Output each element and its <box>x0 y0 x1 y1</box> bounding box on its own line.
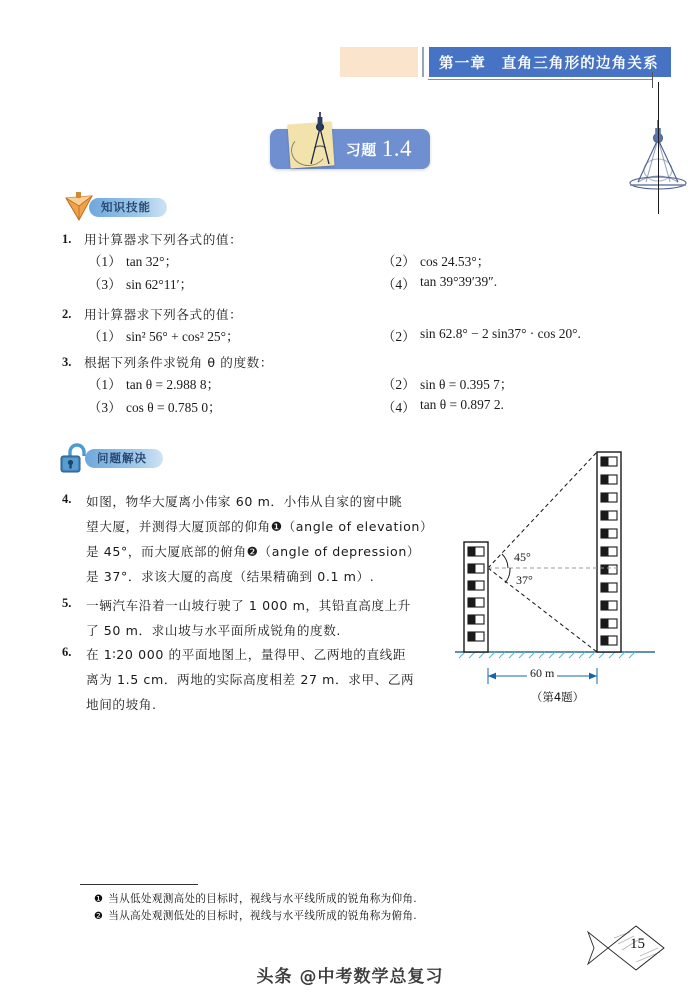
exercise-3-item-1-text: tan θ = 2.988 8； <box>126 377 220 392</box>
chapter-separator <box>422 47 424 77</box>
exercise-1-item-2-text: cos 24.53°； <box>420 254 491 269</box>
exercise-4-line-3: 是 45°，而大厦底部的俯角❷（angle of depression） <box>86 544 421 559</box>
figure-question-4 <box>455 440 660 715</box>
angle-depression-label: 37° <box>516 573 533 587</box>
exercise-3-item-4-text: tan θ = 0.897 2. <box>420 397 504 412</box>
exercise-2-item-2: （2） <box>382 329 416 344</box>
exercise-5-number: 5. <box>62 596 72 610</box>
exercise-6-line-2: 离为 1.5 cm．两地的实际高度相差 27 m．求甲、乙两 <box>86 672 415 687</box>
exercise-6-line-1: 在 1∶20 000 的平面地图上，量得甲、乙两地的直线距 <box>86 647 407 662</box>
padlock-icon <box>58 443 92 473</box>
angle-elevation-label: 45° <box>514 550 531 564</box>
exercise-title-cn: 习题 <box>345 140 377 159</box>
footnote-rule <box>80 884 198 885</box>
exercise-4-number: 4. <box>62 492 72 506</box>
exercise-3-number: 3. <box>62 355 72 369</box>
exercise-4-line-2: 望大厦，并测得大厦顶部的仰角❶（angle of elevation） <box>86 519 434 534</box>
section-badge-skills-label: 知识技能 <box>89 198 167 217</box>
exercise-1-item-1-text: tan 32°； <box>126 254 178 269</box>
exercise-1-stem: 用计算器求下列各式的值： <box>84 232 243 247</box>
compass-string <box>658 82 659 214</box>
exercise-3-item-3: （3） <box>88 400 122 415</box>
section-badge-problem <box>58 443 163 473</box>
exercise-2-item-2-text: sin 62.8° − 2 sin37° · cos 20°. <box>420 326 581 341</box>
exercise-1-item-1: （1） <box>88 254 122 269</box>
exercise-1-item-3: （3） <box>88 277 122 292</box>
footnote-2 <box>94 908 417 923</box>
exercise-title-number: 1.4 <box>381 136 412 161</box>
buildings-diagram <box>455 440 660 690</box>
chapter-underline <box>428 79 653 80</box>
exercise-4-line-1: 如图，物华大厦离小伟家 60 m．小伟从自家的窗中眺 <box>86 494 403 509</box>
page-number: 15 <box>630 936 645 952</box>
exercise-6-line-3: 地间的坡角. <box>86 697 157 712</box>
chapter-title: 第一章 直角三角形的边角关系 <box>429 47 671 77</box>
exercise-1-item-3-text: sin 62°11′； <box>126 277 193 292</box>
exercise-3-item-4: （4） <box>382 400 416 415</box>
exercise-1-item-4-text: tan 39°39′39″. <box>420 274 498 289</box>
exercise-5-line-2: 了 50 m．求山坡与水平面所成锐角的度数. <box>86 623 342 638</box>
figure-caption: （第4题） <box>530 690 585 704</box>
distance-label: 60 m <box>527 666 557 681</box>
footnote-1-mark: ❶ <box>94 894 104 905</box>
angle-arc-45 <box>502 554 508 568</box>
chapter-accent-block <box>340 47 418 77</box>
elevation-sight-line <box>488 452 597 568</box>
pencil-arrow-icon <box>62 192 96 222</box>
section-badge-problem-label: 问题解决 <box>85 449 163 468</box>
exercise-5-line-1: 一辆汽车沿着一山坡行驶了 1 000 m，其铅直高度上升 <box>86 598 412 613</box>
exercise-3-stem: 根据下列条件求锐角 θ 的度数： <box>84 355 274 370</box>
angle-arc-37 <box>505 568 510 583</box>
exercise-2-number: 2. <box>62 307 72 321</box>
watermark: 头条 @中考数学总复习 <box>256 967 444 987</box>
exercise-6-number: 6. <box>62 645 72 659</box>
exercise-3-item-2-text: sin θ = 0.395 7； <box>420 377 514 392</box>
exercise-2-item-1: （1） <box>88 329 122 344</box>
depression-sight-line <box>488 568 597 652</box>
exercise-4-line-4: 是 37°．求该大厦的高度（结果精确到 0.1 m）. <box>86 569 375 584</box>
ground-hatch <box>459 652 635 658</box>
footnote-1-text: 当从低处观测高处的目标时，视线与水平线所成的锐角称为仰角. <box>108 893 417 905</box>
exercise-3-item-2: （2） <box>382 377 416 392</box>
exercise-2-item-1-text: sin² 56° + cos² 25°； <box>126 329 240 344</box>
compass-small-icon <box>305 112 335 168</box>
hanging-compass-illustration <box>616 82 700 192</box>
footnote-1 <box>94 891 417 906</box>
footnote-2-text: 当从高处观测低处的目标时，视线与水平线所成的锐角称为俯角. <box>108 910 417 922</box>
exercise-3-item-3-text: cos θ = 0.785 0； <box>126 400 222 415</box>
exercise-2-stem: 用计算器求下列各式的值： <box>84 307 243 322</box>
section-badge-skills <box>62 192 167 222</box>
exercise-1-item-4: （4） <box>382 277 416 292</box>
exercise-3-item-1: （1） <box>88 377 122 392</box>
chapter-header <box>340 47 671 77</box>
exercise-1-item-2: （2） <box>382 254 416 269</box>
footnote-2-mark: ❷ <box>94 911 104 922</box>
exercise-1-number: 1. <box>62 232 72 246</box>
